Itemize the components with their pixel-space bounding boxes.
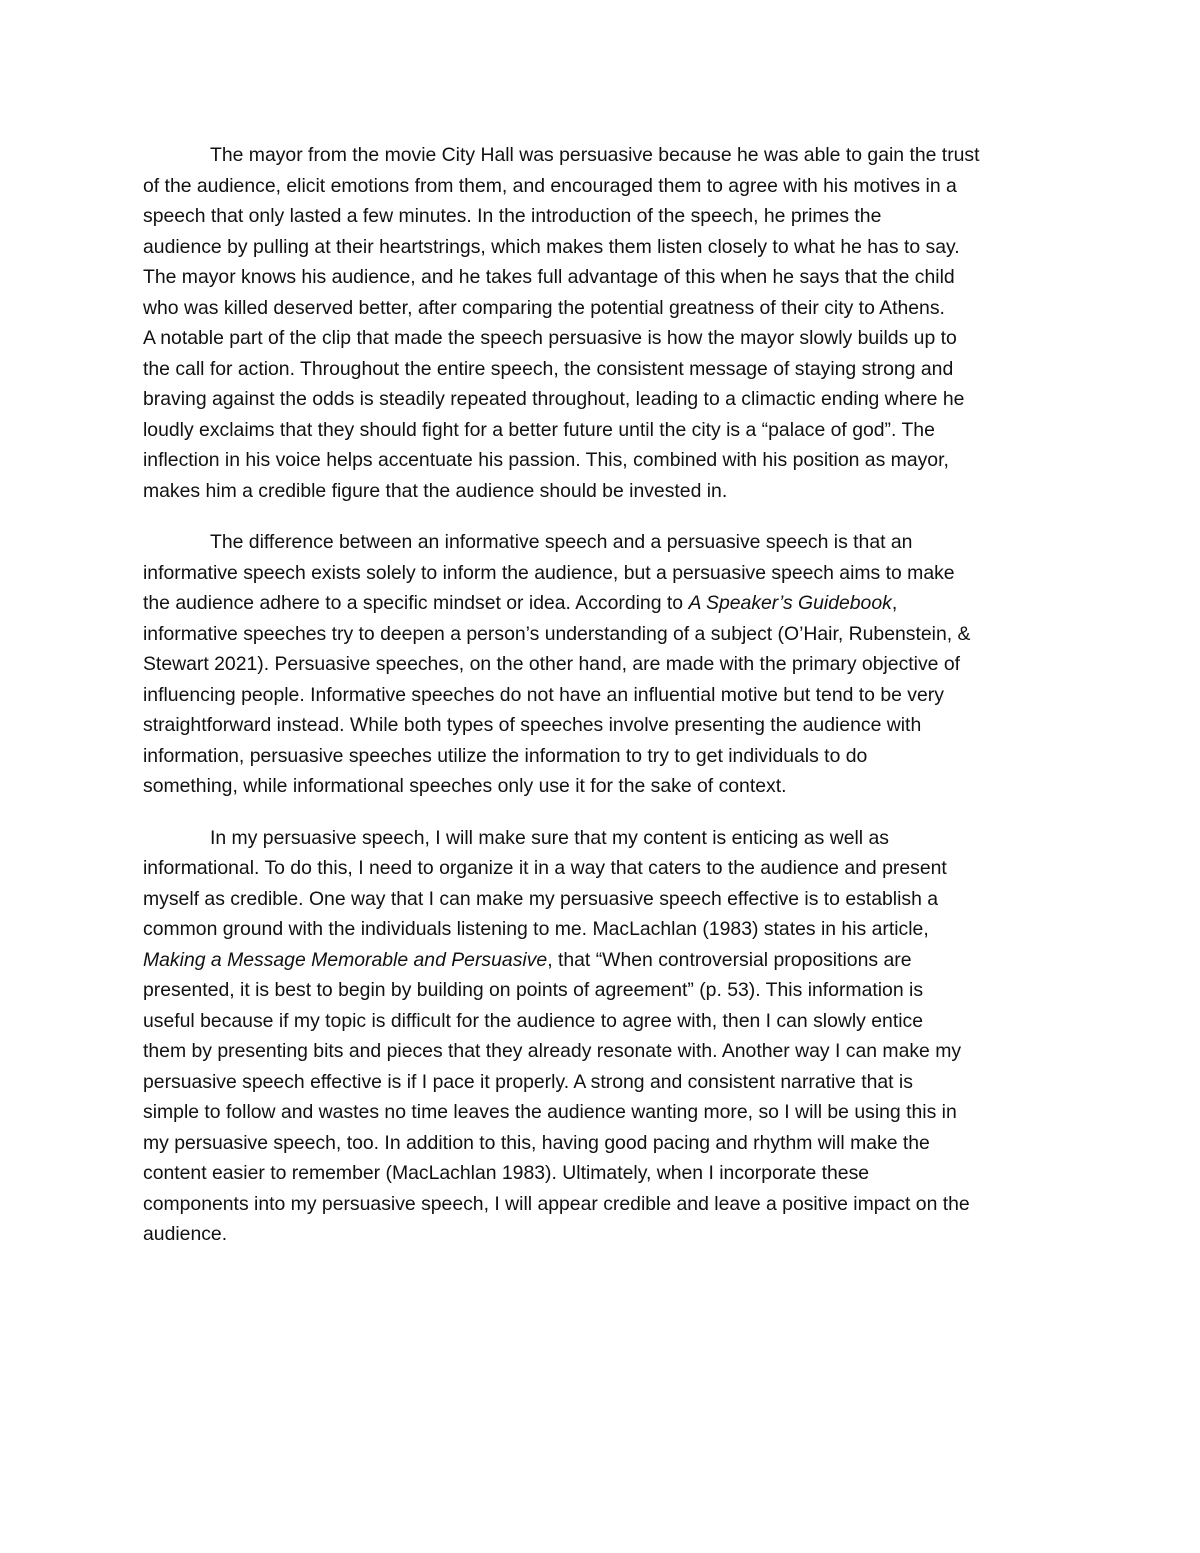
text-segment: The difference between an informative speech and a persuasive speech is that an	[210, 531, 913, 553]
text-segment: A notable part of the clip that made the speech persuasive is how the mayor slowly builds up to	[143, 327, 957, 349]
text-segment: simple to follow and wastes no time leaves the audience wanting more, so I will be using this in	[143, 1101, 957, 1123]
text-segment: components into my persuasive speech, I will appear credible and leave a positive impact on the	[143, 1192, 970, 1215]
text-segment: myself as credible. One way that I can make my persuasive speech effective is to establish a	[143, 887, 939, 910]
text-line	[143, 323, 1063, 354]
text-line	[143, 1128, 1063, 1159]
text-segment: The mayor from the movie City Hall was persuasive because he was able to gain the trust	[210, 144, 980, 166]
text-segment: audience by pulling at their heartstrings, which makes them listen closely to what he has to say.	[143, 235, 960, 258]
text-line	[143, 1219, 1063, 1250]
text-line	[143, 884, 1063, 915]
text-line	[143, 558, 1063, 589]
text-segment: of the audience, elicit emotions from them, and encouraged them to agree with his motives in a	[143, 174, 957, 197]
paragraph-3	[143, 823, 1063, 1250]
text-segment: ,	[891, 592, 898, 614]
text-segment: my persuasive speech, too. In addition to this, having good pacing and rhythm will make the	[143, 1131, 930, 1154]
text-line	[143, 649, 1063, 680]
text-segment: something, while informational speeches only use it for the sake of context.	[143, 775, 787, 797]
text-segment: presented, it is best to begin by building on points of agreement” (p. 53). This information is	[143, 979, 924, 1001]
text-segment: influencing people. Informative speeches do not have an influential motive but tend to be very	[143, 683, 944, 706]
italic-title: Making a Message Memorable and Persuasive	[143, 948, 548, 971]
text-line	[143, 476, 1063, 507]
text-line	[143, 201, 1063, 232]
text-line	[143, 1097, 1063, 1128]
text-line	[143, 262, 1063, 293]
text-segment: content easier to remember (MacLachlan 1983). Ultimately, when I incorporate these	[143, 1162, 870, 1184]
text-line	[143, 1006, 1063, 1037]
paragraph-2	[143, 527, 1063, 802]
text-segment: The mayor knows his audience, and he takes full advantage of this when he says that the child	[143, 266, 955, 288]
text-segment: persuasive speech effective is if I pace it properly. A strong and consistent narrative that is	[143, 1070, 913, 1093]
text-line	[143, 823, 1063, 854]
text-line	[143, 415, 1063, 446]
text-segment: who was killed deserved better, after comparing the potential greatness of their city to Athens.	[143, 296, 945, 319]
text-segment: loudly exclaims that they should fight for a better future until the city is a “palace of god”. The	[143, 418, 935, 441]
text-line	[143, 293, 1063, 324]
text-segment: them by presenting bits and pieces that they already resonate with. Another way I can make my	[143, 1040, 962, 1062]
document-body	[143, 140, 1063, 1250]
text-segment: common ground with the individuals listening to me. MacLachlan (1983) states in his article,	[143, 918, 929, 940]
text-segment: braving against the odds is steadily repeated throughout, leading to a climactic ending where he	[143, 388, 965, 410]
text-line	[143, 171, 1063, 202]
text-segment: informative speeches try to deepen a person’s understanding of a subject (O’Hair, Rubenstein, &	[143, 622, 971, 645]
text-segment: Stewart 2021). Persuasive speeches, on the other hand, are made with the primary objective of	[143, 653, 961, 675]
text-segment: the call for action. Throughout the entire speech, the consistent message of staying strong and	[143, 357, 954, 380]
text-line	[143, 975, 1063, 1006]
text-segment: inflection in his voice helps accentuate his passion. This, combined with his position as mayor,	[143, 449, 949, 471]
text-segment: audience.	[143, 1223, 228, 1245]
text-segment: information, persuasive speeches utilize the information to try to get individuals to do	[143, 744, 868, 767]
text-segment: speech that only lasted a few minutes. In the introduction of the speech, he primes the	[143, 205, 882, 227]
text-line	[143, 1158, 1063, 1189]
text-line	[143, 140, 1063, 171]
text-line	[143, 945, 1063, 976]
text-line	[143, 384, 1063, 415]
text-line	[143, 853, 1063, 884]
text-line	[143, 527, 1063, 558]
text-line	[143, 914, 1063, 945]
text-line	[143, 741, 1063, 772]
text-segment: makes him a credible figure that the audience should be invested in.	[143, 479, 728, 502]
text-line	[143, 1067, 1063, 1098]
text-line	[143, 232, 1063, 263]
text-line	[143, 619, 1063, 650]
text-line	[143, 680, 1063, 711]
text-line	[143, 445, 1063, 476]
text-line	[143, 354, 1063, 385]
text-line	[143, 771, 1063, 802]
text-segment: straightforward instead. While both types of speeches involve presenting the audience with	[143, 714, 922, 736]
text-segment: , that “When controversial propositions are	[547, 948, 912, 971]
text-segment: informative speech exists solely to inform the audience, but a persuasive speech aims to make	[143, 561, 955, 584]
paragraph-1	[143, 140, 1063, 506]
text-segment: the audience adhere to a specific mindset or idea. According to	[143, 592, 689, 614]
text-line	[143, 710, 1063, 741]
text-segment: useful because if my topic is difficult for the audience to agree with, then I can slowly entice	[143, 1009, 923, 1032]
italic-title: A Speaker’s Guidebook	[688, 592, 892, 614]
text-line	[143, 1189, 1063, 1220]
text-line	[143, 1036, 1063, 1067]
text-segment: In my persuasive speech, I will make sure that my content is enticing as well as	[210, 826, 889, 849]
text-line	[143, 588, 1063, 619]
text-segment: informational. To do this, I need to organize it in a way that caters to the audience and present	[143, 857, 947, 879]
